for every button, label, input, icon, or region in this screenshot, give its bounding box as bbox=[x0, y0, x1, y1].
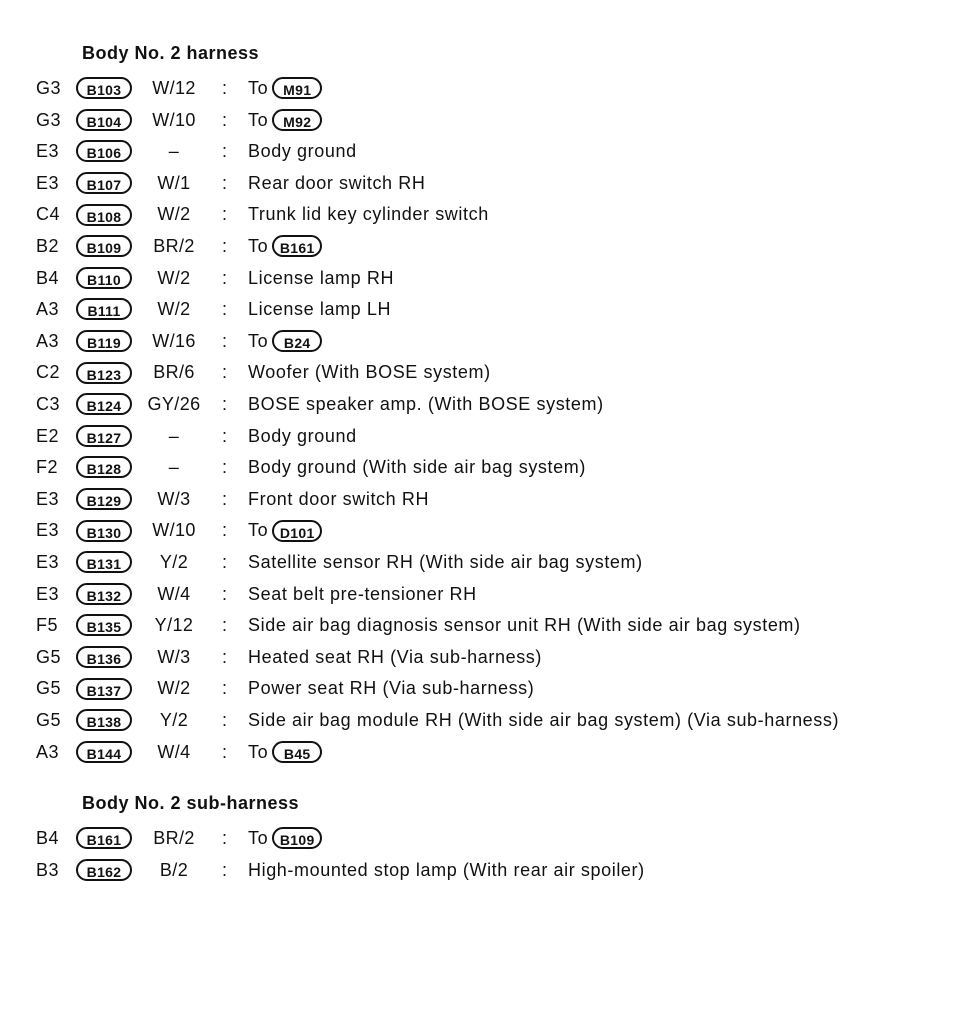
connector-badge: B110 bbox=[76, 267, 132, 289]
grid-location: B3 bbox=[36, 859, 60, 880]
connector-description bbox=[248, 642, 542, 673]
separator: : bbox=[222, 299, 228, 320]
grid-location: C4 bbox=[36, 204, 61, 225]
description-text: High-mounted stop lamp (With rear air spoiler) bbox=[248, 859, 645, 880]
wire-color-pins: W/4 bbox=[157, 583, 191, 604]
grid-location: E3 bbox=[36, 552, 60, 572]
connector-number bbox=[76, 263, 132, 294]
connector-number bbox=[76, 357, 132, 388]
separator: : bbox=[222, 109, 228, 130]
connector-number bbox=[76, 326, 132, 357]
grid-location: G5 bbox=[36, 646, 62, 667]
separator: : bbox=[222, 457, 228, 478]
connector-badge: B127 bbox=[76, 425, 132, 447]
grid-location: G3 bbox=[36, 78, 62, 98]
section-title: Body No. 2 sub-harness bbox=[82, 793, 300, 813]
description-text: Trunk lid key cylinder switch bbox=[248, 204, 489, 225]
connector-number bbox=[76, 823, 132, 854]
connector-badge: B132 bbox=[76, 583, 132, 605]
grid-location: F5 bbox=[36, 615, 59, 636]
connector-description bbox=[248, 421, 357, 452]
connector-description bbox=[248, 389, 604, 420]
target-connector-badge: B109 bbox=[272, 827, 322, 849]
connector-row bbox=[0, 168, 966, 199]
separator: : bbox=[222, 859, 228, 880]
wire-color-pins: W/2 bbox=[157, 299, 191, 320]
connector-number bbox=[76, 136, 132, 167]
wire-color-pins: W/4 bbox=[157, 741, 191, 762]
target-connector-badge: B24 bbox=[272, 330, 322, 352]
wire-color-pins: W/3 bbox=[157, 646, 191, 667]
description-text: Body ground bbox=[248, 141, 357, 162]
connector-description bbox=[248, 610, 801, 641]
target-connector-badge: B45 bbox=[272, 741, 322, 763]
wire-color-pins: B/2 bbox=[159, 859, 189, 880]
wire-color-pins: W/2 bbox=[157, 267, 191, 288]
connector-number bbox=[76, 389, 132, 420]
connector-number bbox=[76, 855, 132, 886]
grid-location: A3 bbox=[36, 741, 60, 762]
connector-row bbox=[0, 737, 966, 768]
connector-badge: B119 bbox=[76, 330, 132, 352]
connector-description bbox=[248, 231, 322, 262]
grid-location: C2 bbox=[36, 362, 61, 383]
grid-location: A3 bbox=[36, 299, 60, 320]
description-text: To bbox=[248, 109, 269, 130]
connector-badge: B129 bbox=[76, 488, 132, 510]
connector-description bbox=[248, 73, 322, 104]
connector-row bbox=[0, 484, 966, 515]
connector-description bbox=[248, 294, 391, 325]
target-connector-badge: D101 bbox=[272, 520, 322, 542]
description-text: Woofer (With BOSE system) bbox=[248, 362, 491, 383]
wire-color-pins: W/2 bbox=[157, 204, 191, 225]
separator: : bbox=[222, 204, 228, 225]
separator: : bbox=[222, 615, 228, 636]
wire-color-pins: Y/2 bbox=[159, 552, 189, 572]
separator: : bbox=[222, 141, 228, 162]
connector-badge: B124 bbox=[76, 393, 132, 415]
connector-row bbox=[0, 73, 966, 104]
grid-location: E2 bbox=[36, 425, 60, 446]
connector-badge: B130 bbox=[76, 520, 132, 542]
separator: : bbox=[222, 520, 228, 541]
connector-row bbox=[0, 389, 966, 420]
grid-location: B4 bbox=[36, 828, 60, 848]
grid-location: B4 bbox=[36, 267, 60, 288]
connector-number bbox=[76, 105, 132, 136]
connector-description bbox=[248, 737, 322, 768]
connector-badge: B137 bbox=[76, 678, 132, 700]
separator: : bbox=[222, 552, 228, 572]
connector-badge: B107 bbox=[76, 172, 132, 194]
connector-badge: B128 bbox=[76, 456, 132, 478]
connector-row bbox=[0, 263, 966, 294]
separator: : bbox=[222, 267, 228, 288]
connector-row bbox=[0, 294, 966, 325]
connector-number bbox=[76, 294, 132, 325]
connector-number bbox=[76, 73, 132, 104]
connector-badge: B103 bbox=[76, 77, 132, 99]
connector-badge: B131 bbox=[76, 551, 132, 573]
connector-description bbox=[248, 263, 394, 294]
wire-color-pins: W/16 bbox=[152, 330, 196, 351]
target-connector-badge: M91 bbox=[272, 77, 322, 99]
separator: : bbox=[222, 394, 228, 414]
connector-badge: B138 bbox=[76, 709, 132, 731]
separator: : bbox=[222, 362, 228, 383]
connector-badge: B136 bbox=[76, 646, 132, 668]
description-text: To bbox=[248, 236, 269, 256]
connector-number bbox=[76, 705, 132, 736]
grid-location: A3 bbox=[36, 330, 60, 351]
connector-row bbox=[0, 823, 966, 854]
connector-description bbox=[248, 199, 489, 230]
description-text: BOSE speaker amp. (With BOSE system) bbox=[248, 394, 604, 414]
connector-number bbox=[76, 673, 132, 704]
connector-number bbox=[76, 421, 132, 452]
connector-row bbox=[0, 231, 966, 262]
connector-row bbox=[0, 421, 966, 452]
description-text: License lamp LH bbox=[248, 299, 392, 320]
connector-badge: B104 bbox=[76, 109, 132, 131]
separator: : bbox=[222, 488, 228, 509]
connector-description bbox=[248, 357, 491, 388]
separator: : bbox=[222, 646, 228, 667]
wire-color-pins: W/2 bbox=[157, 678, 191, 699]
connector-badge: B109 bbox=[76, 235, 132, 257]
wire-color-pins: BR/6 bbox=[153, 362, 195, 383]
section-title: Body No. 2 harness bbox=[82, 43, 260, 63]
description-text: To bbox=[248, 330, 269, 351]
connector-row bbox=[0, 326, 966, 357]
description-text: Seat belt pre-tensioner RH bbox=[248, 583, 477, 604]
description-text: Power seat RH (Via sub-harness) bbox=[248, 678, 535, 699]
description-text: Front door switch RH bbox=[248, 488, 430, 509]
grid-location: G5 bbox=[36, 710, 62, 730]
connector-description bbox=[248, 452, 586, 483]
connector-description bbox=[248, 705, 839, 736]
connector-row bbox=[0, 136, 966, 167]
connector-row bbox=[0, 673, 966, 704]
wire-color-pins: W/10 bbox=[152, 520, 196, 541]
separator: : bbox=[222, 78, 228, 98]
separator: : bbox=[222, 710, 228, 730]
description-text: To bbox=[248, 78, 269, 98]
connector-number bbox=[76, 199, 132, 230]
connector-row bbox=[0, 452, 966, 483]
wire-color-pins: – bbox=[168, 141, 180, 162]
connector-number bbox=[76, 452, 132, 483]
connector-description bbox=[248, 515, 322, 546]
connector-row bbox=[0, 705, 966, 736]
connector-number bbox=[76, 484, 132, 515]
wire-color-pins: Y/12 bbox=[154, 615, 194, 636]
separator: : bbox=[222, 172, 228, 193]
connector-row bbox=[0, 547, 966, 578]
connector-description bbox=[248, 547, 643, 578]
description-text: License lamp RH bbox=[248, 267, 395, 288]
connector-description bbox=[248, 136, 357, 167]
description-text: Side air bag module RH (With side air bag system) (Via sub-harness) bbox=[248, 710, 840, 730]
description-text: To bbox=[248, 520, 269, 541]
grid-location: E3 bbox=[36, 583, 60, 604]
connector-row bbox=[0, 199, 966, 230]
description-text: Rear door switch RH bbox=[248, 172, 426, 193]
connector-row bbox=[0, 610, 966, 641]
connector-number bbox=[76, 579, 132, 610]
connector-number bbox=[76, 515, 132, 546]
connector-row bbox=[0, 357, 966, 388]
target-connector-badge: B161 bbox=[272, 235, 322, 257]
grid-location: C3 bbox=[36, 394, 61, 414]
wire-color-pins: W/3 bbox=[157, 488, 191, 509]
connector-description bbox=[248, 673, 534, 704]
connector-badge: B161 bbox=[76, 827, 132, 849]
description-text: Heated seat RH (Via sub-harness) bbox=[248, 646, 542, 667]
connector-row bbox=[0, 855, 966, 886]
wire-color-pins: BR/2 bbox=[153, 236, 195, 256]
description-text: Side air bag diagnosis sensor unit RH (With side air bag system) bbox=[248, 615, 801, 636]
connector-badge: B106 bbox=[76, 140, 132, 162]
grid-location: B2 bbox=[36, 236, 60, 256]
wire-color-pins: – bbox=[168, 425, 180, 446]
connector-description bbox=[248, 579, 477, 610]
connector-row bbox=[0, 642, 966, 673]
connector-badge: B162 bbox=[76, 859, 132, 881]
separator: : bbox=[222, 741, 228, 762]
separator: : bbox=[222, 330, 228, 351]
connector-row bbox=[0, 515, 966, 546]
connector-number bbox=[76, 737, 132, 768]
description-text: Satellite sensor RH (With side air bag system) bbox=[248, 552, 643, 572]
connector-description bbox=[248, 855, 645, 886]
grid-location: E3 bbox=[36, 141, 60, 162]
connector-badge: B123 bbox=[76, 362, 132, 384]
connector-number bbox=[76, 231, 132, 262]
grid-location: F2 bbox=[36, 457, 59, 478]
connector-number bbox=[76, 642, 132, 673]
separator: : bbox=[222, 583, 228, 604]
connector-badge: B108 bbox=[76, 204, 132, 226]
grid-location: G3 bbox=[36, 109, 62, 130]
connector-badge: B111 bbox=[76, 298, 132, 320]
separator: : bbox=[222, 425, 228, 446]
connector-badge: B135 bbox=[76, 614, 132, 636]
connector-badge: B144 bbox=[76, 741, 132, 763]
grid-location: E3 bbox=[36, 520, 60, 541]
connector-description bbox=[248, 326, 322, 357]
description-text: To bbox=[248, 828, 269, 848]
wire-color-pins: W/10 bbox=[152, 109, 196, 130]
separator: : bbox=[222, 828, 228, 848]
grid-location: E3 bbox=[36, 172, 60, 193]
connector-number bbox=[76, 547, 132, 578]
wire-color-pins: W/12 bbox=[152, 78, 196, 98]
wire-color-pins: W/1 bbox=[157, 172, 191, 193]
wire-color-pins: BR/2 bbox=[153, 828, 195, 848]
separator: : bbox=[222, 236, 228, 256]
description-text: Body ground (With side air bag system) bbox=[248, 457, 586, 478]
connector-description bbox=[248, 823, 322, 854]
grid-location: E3 bbox=[36, 488, 60, 509]
target-connector-badge: M92 bbox=[272, 109, 322, 131]
connector-number bbox=[76, 168, 132, 199]
wire-color-pins: Y/2 bbox=[159, 710, 189, 730]
wire-color-pins: – bbox=[168, 457, 180, 478]
description-text: To bbox=[248, 741, 269, 762]
description-text: Body ground bbox=[248, 425, 357, 446]
wire-color-pins: GY/26 bbox=[147, 394, 201, 414]
connector-row bbox=[0, 579, 966, 610]
grid-location: G5 bbox=[36, 678, 62, 699]
separator: : bbox=[222, 678, 228, 699]
connector-number bbox=[76, 610, 132, 641]
connector-description bbox=[248, 105, 322, 136]
connector-description bbox=[248, 168, 425, 199]
connector-row bbox=[0, 105, 966, 136]
connector-description bbox=[248, 484, 429, 515]
